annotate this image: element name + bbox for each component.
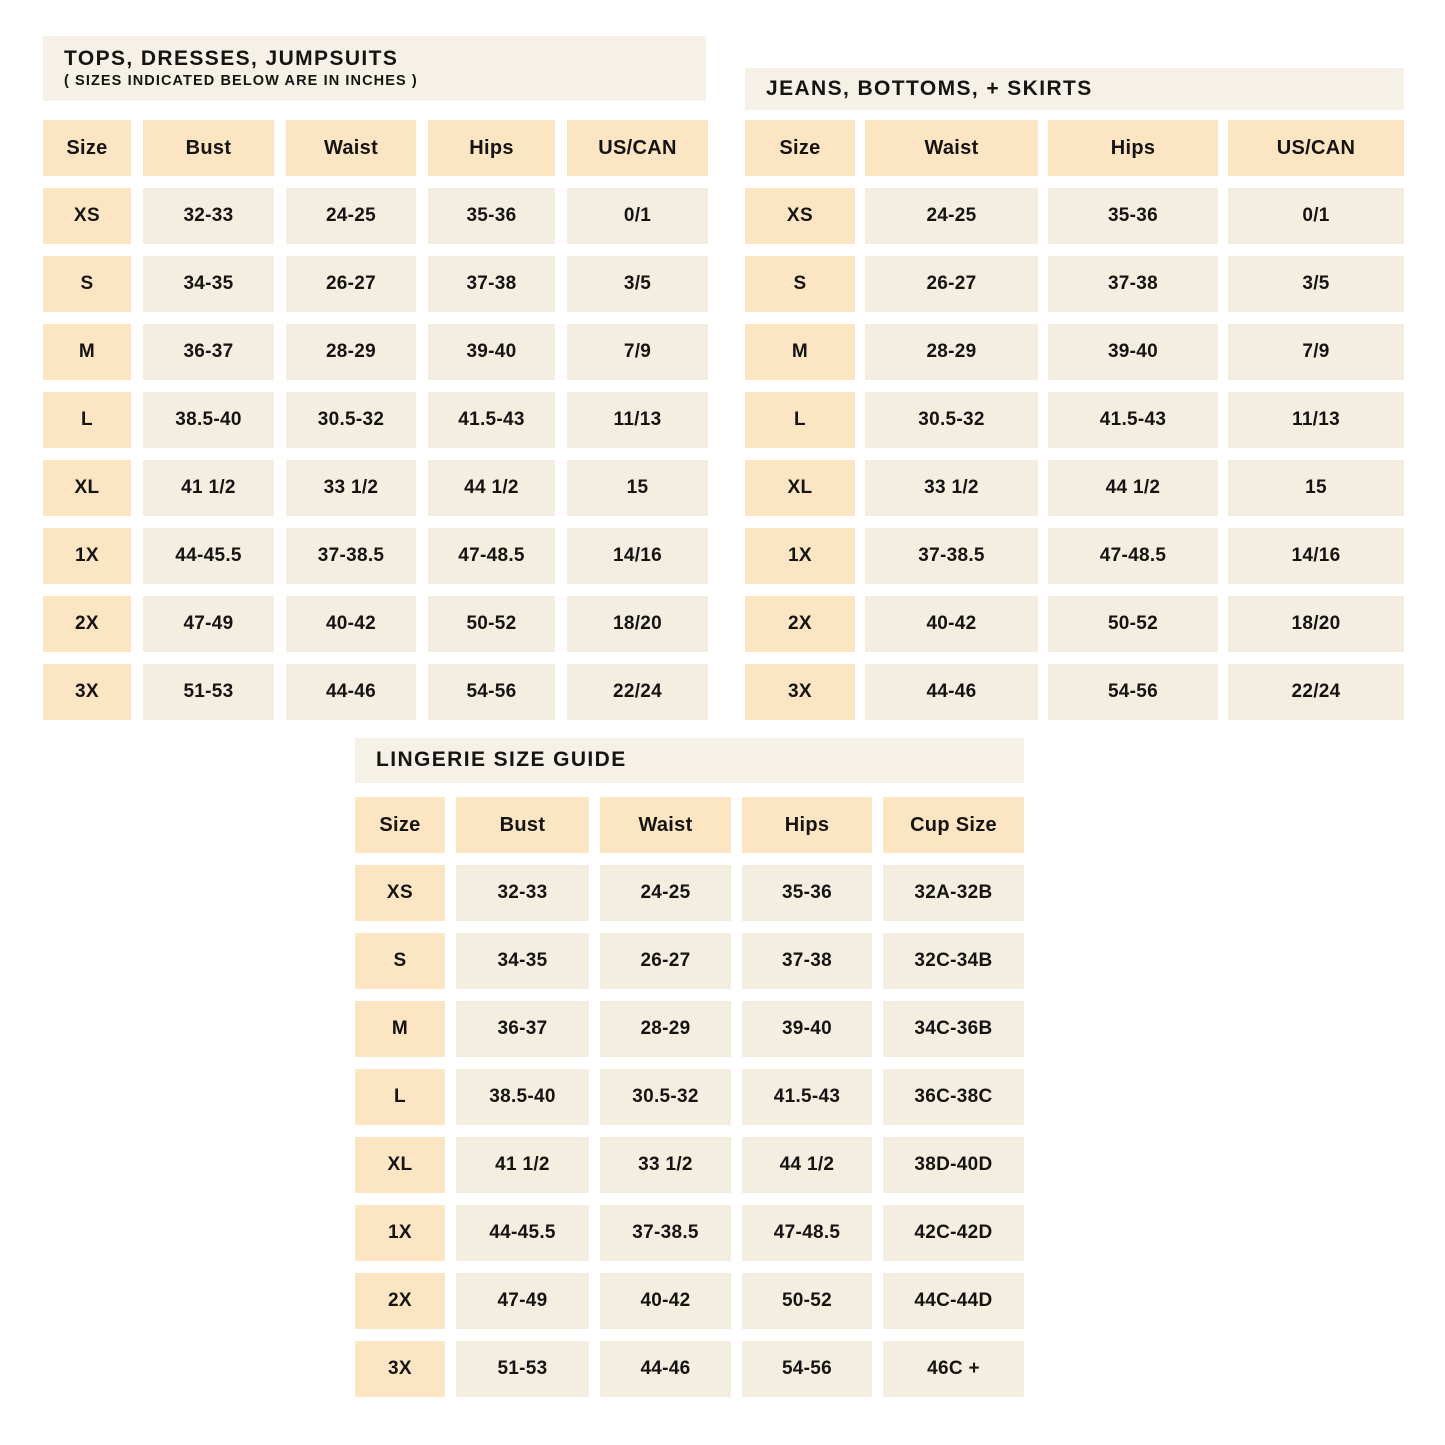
measurement-cell: 38.5-40 [143,392,274,448]
measurement-cell: 44-46 [865,664,1038,720]
measurement-cell: 46C + [883,1341,1024,1397]
lingerie-size-guide-table [355,738,1024,1397]
measurement-cell: 37-38 [742,933,872,989]
size-label-cell: XS [745,188,855,244]
measurement-cell: 39-40 [1048,324,1218,380]
measurement-cell: 33 1/2 [600,1137,731,1193]
measurement-cell: 37-38.5 [600,1205,731,1261]
measurement-cell: 50-52 [428,596,555,652]
measurement-cell: 40-42 [286,596,416,652]
size-label-cell: S [355,933,445,989]
size-label-cell: M [43,324,131,380]
column-header-cell: Hips [742,797,872,853]
measurement-cell: 41.5-43 [742,1069,872,1125]
measurement-cell: 26-27 [600,933,731,989]
measurement-cell: 28-29 [286,324,416,380]
measurement-cell: 3/5 [1228,256,1404,312]
size-label-cell: XS [355,865,445,921]
measurement-cell: 24-25 [865,188,1038,244]
size-label-cell: XL [745,460,855,516]
column-header-cell: US/CAN [567,120,708,176]
measurement-cell: 44 1/2 [1048,460,1218,516]
measurement-cell: 41.5-43 [1048,392,1218,448]
measurement-cell: 34-35 [456,933,589,989]
measurement-cell: 7/9 [1228,324,1404,380]
measurement-cell: 40-42 [600,1273,731,1329]
measurement-cell: 39-40 [742,1001,872,1057]
measurement-cell: 38D-40D [883,1137,1024,1193]
lingerie-table-title: LINGERIE SIZE GUIDE [376,748,627,772]
measurement-cell: 33 1/2 [286,460,416,516]
size-label-cell: XS [43,188,131,244]
measurement-cell: 44 1/2 [742,1137,872,1193]
column-header-cell: Waist [286,120,416,176]
measurement-cell: 35-36 [1048,188,1218,244]
size-label-cell: 2X [43,596,131,652]
measurement-cell: 26-27 [865,256,1038,312]
measurement-cell: 44-46 [286,664,416,720]
measurement-cell: 32-33 [143,188,274,244]
lingerie-table-title-banner [355,738,1024,783]
measurement-cell: 11/13 [1228,392,1404,448]
size-label-cell: 3X [745,664,855,720]
size-label-cell: M [745,324,855,380]
measurement-cell: 38.5-40 [456,1069,589,1125]
measurement-cell: 47-48.5 [428,528,555,584]
measurement-cell: 54-56 [1048,664,1218,720]
measurement-cell: 51-53 [143,664,274,720]
size-label-cell: 3X [43,664,131,720]
measurement-cell: 47-49 [456,1273,589,1329]
measurement-cell: 44-45.5 [456,1205,589,1261]
measurement-cell: 36-37 [143,324,274,380]
size-label-cell: 1X [43,528,131,584]
jeans-table-title: JEANS, BOTTOMS, + SKIRTS [766,76,1093,100]
measurement-cell: 18/20 [567,596,708,652]
measurement-cell: 18/20 [1228,596,1404,652]
measurement-cell: 0/1 [567,188,708,244]
size-label-cell: L [745,392,855,448]
measurement-cell: 28-29 [865,324,1038,380]
jeans-table-title-banner [745,68,1404,110]
measurement-cell: 42C-42D [883,1205,1024,1261]
size-label-cell: 3X [355,1341,445,1397]
measurement-cell: 41.5-43 [428,392,555,448]
size-label-cell: XL [43,460,131,516]
measurement-cell: 44C-44D [883,1273,1024,1329]
measurement-cell: 50-52 [742,1273,872,1329]
size-label-cell: L [43,392,131,448]
measurement-cell: 30.5-32 [600,1069,731,1125]
measurement-cell: 37-38 [1048,256,1218,312]
measurement-cell: 34C-36B [883,1001,1024,1057]
measurement-cell: 35-36 [428,188,555,244]
measurement-cell: 47-48.5 [742,1205,872,1261]
measurement-cell: 36C-38C [883,1069,1024,1125]
column-header-cell: Waist [865,120,1038,176]
measurement-cell: 44-46 [600,1341,731,1397]
measurement-cell: 30.5-32 [286,392,416,448]
measurement-cell: 7/9 [567,324,708,380]
measurement-cell: 40-42 [865,596,1038,652]
measurement-cell: 22/24 [567,664,708,720]
size-label-cell: 1X [745,528,855,584]
measurement-cell: 47-48.5 [1048,528,1218,584]
size-label-cell: 2X [355,1273,445,1329]
measurement-cell: 51-53 [456,1341,589,1397]
size-label-cell: 1X [355,1205,445,1261]
measurement-cell: 44 1/2 [428,460,555,516]
measurement-cell: 54-56 [742,1341,872,1397]
measurement-cell: 14/16 [1228,528,1404,584]
jeans-bottoms-skirts-table [745,68,1404,720]
measurement-cell: 32C-34B [883,933,1024,989]
column-header-cell: Size [355,797,445,853]
measurement-cell: 41 1/2 [143,460,274,516]
measurement-cell: 30.5-32 [865,392,1038,448]
measurement-cell: 26-27 [286,256,416,312]
measurement-cell: 50-52 [1048,596,1218,652]
measurement-cell: 0/1 [1228,188,1404,244]
tops-table-title: TOPS, DRESSES, JUMPSUITS [64,46,399,70]
measurement-cell: 34-35 [143,256,274,312]
measurement-cell: 32A-32B [883,865,1024,921]
measurement-cell: 11/13 [567,392,708,448]
column-header-cell: Hips [1048,120,1218,176]
tops-table-subtitle: ( SIZES INDICATED BELOW ARE IN INCHES ) [64,73,418,90]
column-header-cell: Size [745,120,855,176]
column-header-cell: Waist [600,797,731,853]
size-label-cell: XL [355,1137,445,1193]
measurement-cell: 32-33 [456,865,589,921]
size-label-cell: L [355,1069,445,1125]
measurement-cell: 14/16 [567,528,708,584]
measurement-cell: 37-38.5 [286,528,416,584]
measurement-cell: 15 [1228,460,1404,516]
size-table-grid [43,120,708,720]
measurement-cell: 37-38.5 [865,528,1038,584]
size-label-cell: S [43,256,131,312]
measurement-cell: 47-49 [143,596,274,652]
size-label-cell: S [745,256,855,312]
measurement-cell: 37-38 [428,256,555,312]
tops-dresses-jumpsuits-table [43,36,708,720]
size-label-cell: 2X [745,596,855,652]
measurement-cell: 22/24 [1228,664,1404,720]
size-table-grid [745,120,1404,720]
tops-table-title-banner [43,36,706,101]
column-header-cell: Hips [428,120,555,176]
column-header-cell: Size [43,120,131,176]
column-header-cell: US/CAN [1228,120,1404,176]
measurement-cell: 33 1/2 [865,460,1038,516]
column-header-cell: Cup Size [883,797,1024,853]
measurement-cell: 35-36 [742,865,872,921]
measurement-cell: 24-25 [286,188,416,244]
size-label-cell: M [355,1001,445,1057]
measurement-cell: 3/5 [567,256,708,312]
measurement-cell: 28-29 [600,1001,731,1057]
size-table-grid [355,797,1024,1397]
measurement-cell: 39-40 [428,324,555,380]
measurement-cell: 44-45.5 [143,528,274,584]
measurement-cell: 41 1/2 [456,1137,589,1193]
column-header-cell: Bust [456,797,589,853]
measurement-cell: 36-37 [456,1001,589,1057]
measurement-cell: 24-25 [600,865,731,921]
measurement-cell: 15 [567,460,708,516]
measurement-cell: 54-56 [428,664,555,720]
column-header-cell: Bust [143,120,274,176]
